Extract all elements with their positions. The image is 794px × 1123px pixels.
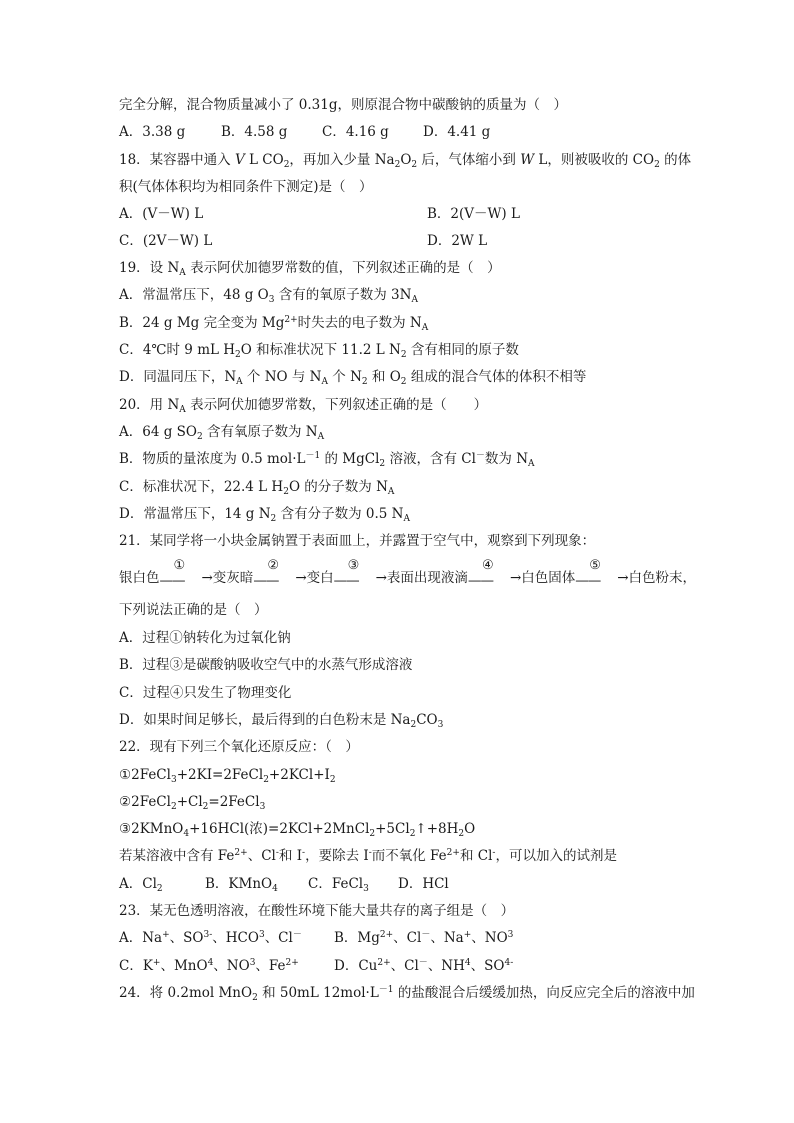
- q21-question: 下列说法正确的是（ ）: [119, 602, 268, 618]
- q23-option-d: D．$Cu^{2+}$、Cl－、$NH^4$、$SO^{4-}$: [334, 958, 514, 974]
- q19-option-b: B．24 g Mg 完全变为 $Mg^{2+}$时失去的电子数为 $N_A$: [119, 315, 429, 333]
- q23-stem: 23．某无色透明溶液，在酸性环境下能大量共存的离子组是（ ）: [119, 903, 515, 919]
- q22-reaction-1: $①2FeCl_3+2KI=2FeCl_2+2KCl+I_2$: [119, 767, 336, 785]
- q21-reaction-chain: 银白色 ① —— →变灰暗 ② —— →变白 ③ —— →表面出现液滴 ④ —— →白色固体 ⑤ —— →白色粉末，: [119, 558, 697, 589]
- q19-option-c: C．4℃时 9 mL $H_2O$ 和标准状况下 11.2 L $N_2$ 含有相同的原子数: [119, 342, 519, 360]
- q22-option-b: B．KMnO$_4$: [205, 876, 278, 894]
- q20-option-c: C．标准状况下，22.4 L $H_2O$ 的分子数为 $N_A$: [119, 479, 395, 497]
- q20-option-d: D．常温常压下，14 g $N_2$ 含有分子数为 0.5 $N_A$: [119, 506, 410, 524]
- q24-stem: 24．将 0.2mol MnO$_2$ 和 50mL $12mol\cdot L^{-1}$ 的盐酸混合后缓缓加热，向反应完全后的溶液中加: [119, 985, 695, 1003]
- q22-option-d: D．HCl: [398, 876, 449, 892]
- q18-option-d: D．2W L: [427, 233, 488, 249]
- q18-option-c: C．(2V－W) L: [119, 233, 213, 249]
- q23-option-c: C．K+、MnO$^4$、$NO^3$、$Fe^{2+}$: [119, 958, 299, 974]
- q22-option-a: A．$Cl_2$: [119, 876, 163, 894]
- q17-option-b: B．4.58 g: [221, 124, 288, 140]
- q19-stem: 19．设 $N_A$ 表示阿伏加德罗常数的值，下列叙述正确的是（ ）: [119, 260, 501, 278]
- q20-stem: 20．用 $N_A$ 表示阿伏加德罗常数，下列叙述正确的是（ ）: [119, 397, 488, 415]
- q21-step-5-arrow: ⑤ ——: [575, 558, 601, 589]
- q23-option-a: A．Na+、$SO^{3-}$、HCO$^3$、Cl－: [119, 930, 302, 946]
- q20-option-b: B．物质的量浓度为 0.5 $mol\cdot L^{-1}$ 的 MgCl$_2$ 溶液，含有 Cl－数为 $N_A$: [119, 451, 535, 469]
- q21-option-a: A．过程①钠转化为过氧化钠: [119, 630, 291, 646]
- q22-reaction-2: $②2FeCl_2+Cl_2=2FeCl_3$: [119, 794, 266, 812]
- q22-option-c: C．FeCl$_3$: [308, 876, 369, 894]
- q18-option-a: A．(V－W) L: [119, 206, 204, 222]
- q21-option-d: D．如果时间足够长，最后得到的白色粉末是 $Na_2CO_3$: [119, 712, 444, 730]
- q17-continuation: 完全分解，混合物质量减小了 0.31g，则原混合物中碳酸钠的质量为（ ）: [119, 97, 567, 113]
- q19-option-d: D．同温同压下，$N_A$ 个 NO 与 $N_A$ 个 $N_2$ 和 $O_2$ 组成的混合气体的体积不相等: [119, 369, 587, 387]
- q20-option-a: A．64 g $SO_2$ 含有氧原子数为 $N_A$: [119, 424, 325, 442]
- q22-question: 若某溶液中含有 $Fe^{2+}$、Cl-和 I-，要除去 I-而不氧化 $Fe^{2+}$和 Cl-，可以加入的试剂是: [119, 848, 617, 864]
- q19-option-a: A．常温常压下，48 g $O_3$ 含有的氧原子数为 $3N_A$: [119, 287, 418, 305]
- q21-chain-start: 银白色: [119, 570, 160, 586]
- q18-stem-line1: 18．某容器中通入 V L $CO_2$，再加入少量 $Na_2O_2$ 后，气体缩小到 W L，则被吸收的 $CO_2$ 的体: [119, 152, 692, 170]
- q17-option-a: A．3.38 g: [119, 124, 186, 140]
- q17-option-c: C．4.16 g: [322, 124, 389, 140]
- q17-option-d: D．4.41 g: [423, 124, 491, 140]
- q21-step-1-arrow: ① ——: [159, 558, 186, 589]
- q21-option-c: C．过程④只发生了物理变化: [119, 685, 292, 701]
- q21-step-4-arrow: ④ ——: [467, 558, 494, 589]
- q21-step-3-arrow: ③ ——: [333, 558, 360, 589]
- q18-stem-line2: 积(气体体积均为相同条件下测定)是（ ）: [119, 179, 373, 195]
- q21-option-b: B．过程③是碳酸钠吸收空气中的水蒸气形成溶液: [119, 657, 413, 673]
- q22-stem: 22．现有下列三个氧化还原反应：（ ）: [119, 739, 359, 755]
- q21-step-2-arrow: ② ——: [253, 558, 279, 589]
- q22-reaction-3: ③2KMnO$_4$+16HCl(浓)$=2KCl+2MnCl_2+5Cl_2↑+8H_2O$: [119, 821, 476, 839]
- q23-option-b: B．$Mg^{2+}$、Cl－、Na+、$NO^3$: [334, 930, 514, 946]
- q21-stem: 21．某同学将一小块金属钠置于表面皿上，并露置于空气中，观察到下列现象：: [119, 533, 596, 549]
- q18-option-b: B．2(V－W) L: [427, 206, 520, 222]
